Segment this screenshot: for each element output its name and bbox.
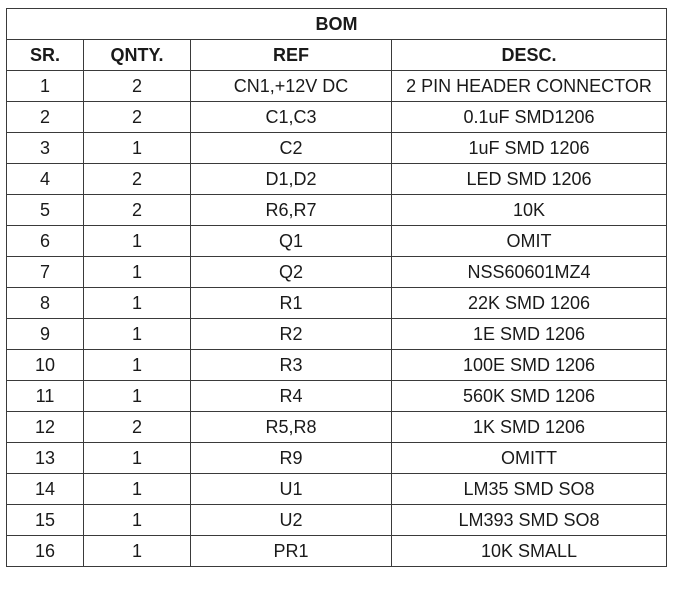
cell-desc: LM35 SMD SO8 xyxy=(392,474,667,505)
cell-qty: 1 xyxy=(84,288,191,319)
cell-desc: 100E SMD 1206 xyxy=(392,350,667,381)
cell-sr: 15 xyxy=(7,505,84,536)
cell-ref: Q1 xyxy=(191,226,392,257)
cell-sr: 14 xyxy=(7,474,84,505)
cell-desc: OMIT xyxy=(392,226,667,257)
cell-ref: R4 xyxy=(191,381,392,412)
table-row xyxy=(7,319,667,350)
cell-desc: 2 PIN HEADER CONNECTOR xyxy=(392,71,667,102)
cell-qty: 1 xyxy=(84,319,191,350)
cell-qty: 1 xyxy=(84,443,191,474)
cell-qty: 2 xyxy=(84,412,191,443)
header-sr: SR. xyxy=(7,40,84,71)
table-row xyxy=(7,257,667,288)
table-row xyxy=(7,443,667,474)
cell-ref: C2 xyxy=(191,133,392,164)
cell-ref: R2 xyxy=(191,319,392,350)
cell-ref: D1,D2 xyxy=(191,164,392,195)
table-row xyxy=(7,381,667,412)
cell-ref: U1 xyxy=(191,474,392,505)
cell-sr: 10 xyxy=(7,350,84,381)
cell-ref: CN1,+12V DC xyxy=(191,71,392,102)
cell-qty: 1 xyxy=(84,350,191,381)
table-row xyxy=(7,133,667,164)
cell-sr: 6 xyxy=(7,226,84,257)
header-qty: QNTY. xyxy=(84,40,191,71)
cell-ref: R5,R8 xyxy=(191,412,392,443)
cell-desc: 560K SMD 1206 xyxy=(392,381,667,412)
cell-ref: PR1 xyxy=(191,536,392,567)
cell-sr: 9 xyxy=(7,319,84,350)
cell-sr: 11 xyxy=(7,381,84,412)
table-row xyxy=(7,350,667,381)
cell-sr: 8 xyxy=(7,288,84,319)
bom-table-container xyxy=(6,8,667,567)
cell-desc: 1K SMD 1206 xyxy=(392,412,667,443)
cell-ref: R6,R7 xyxy=(191,195,392,226)
header-ref: REF xyxy=(191,40,392,71)
cell-sr: 2 xyxy=(7,102,84,133)
cell-sr: 12 xyxy=(7,412,84,443)
cell-sr: 5 xyxy=(7,195,84,226)
cell-qty: 1 xyxy=(84,226,191,257)
cell-ref: R9 xyxy=(191,443,392,474)
cell-qty: 1 xyxy=(84,257,191,288)
table-row xyxy=(7,536,667,567)
cell-sr: 16 xyxy=(7,536,84,567)
cell-desc: 10K xyxy=(392,195,667,226)
cell-sr: 3 xyxy=(7,133,84,164)
table-row xyxy=(7,412,667,443)
table-header-row xyxy=(7,40,667,71)
table-row xyxy=(7,505,667,536)
cell-qty: 2 xyxy=(84,195,191,226)
table-body xyxy=(7,71,667,567)
table-row xyxy=(7,288,667,319)
cell-desc: 22K SMD 1206 xyxy=(392,288,667,319)
cell-desc: 10K SMALL xyxy=(392,536,667,567)
cell-ref: C1,C3 xyxy=(191,102,392,133)
cell-qty: 2 xyxy=(84,102,191,133)
cell-sr: 4 xyxy=(7,164,84,195)
cell-qty: 2 xyxy=(84,164,191,195)
cell-desc: 1E SMD 1206 xyxy=(392,319,667,350)
cell-qty: 1 xyxy=(84,505,191,536)
cell-sr: 7 xyxy=(7,257,84,288)
cell-ref: R3 xyxy=(191,350,392,381)
cell-qty: 1 xyxy=(84,474,191,505)
cell-desc: NSS60601MZ4 xyxy=(392,257,667,288)
cell-desc: 0.1uF SMD1206 xyxy=(392,102,667,133)
cell-ref: Q2 xyxy=(191,257,392,288)
cell-desc: LM393 SMD SO8 xyxy=(392,505,667,536)
table-row xyxy=(7,102,667,133)
cell-desc: LED SMD 1206 xyxy=(392,164,667,195)
cell-sr: 1 xyxy=(7,71,84,102)
bom-table xyxy=(6,8,667,567)
cell-qty: 1 xyxy=(84,536,191,567)
table-row xyxy=(7,195,667,226)
cell-qty: 1 xyxy=(84,133,191,164)
cell-qty: 2 xyxy=(84,71,191,102)
cell-desc: OMITT xyxy=(392,443,667,474)
header-desc: DESC. xyxy=(392,40,667,71)
table-title: BOM xyxy=(7,9,667,40)
cell-ref: R1 xyxy=(191,288,392,319)
table-row xyxy=(7,226,667,257)
table-row xyxy=(7,71,667,102)
cell-desc: 1uF SMD 1206 xyxy=(392,133,667,164)
cell-qty: 1 xyxy=(84,381,191,412)
table-row xyxy=(7,164,667,195)
cell-ref: U2 xyxy=(191,505,392,536)
table-title-row xyxy=(7,9,667,40)
cell-sr: 13 xyxy=(7,443,84,474)
table-row xyxy=(7,474,667,505)
